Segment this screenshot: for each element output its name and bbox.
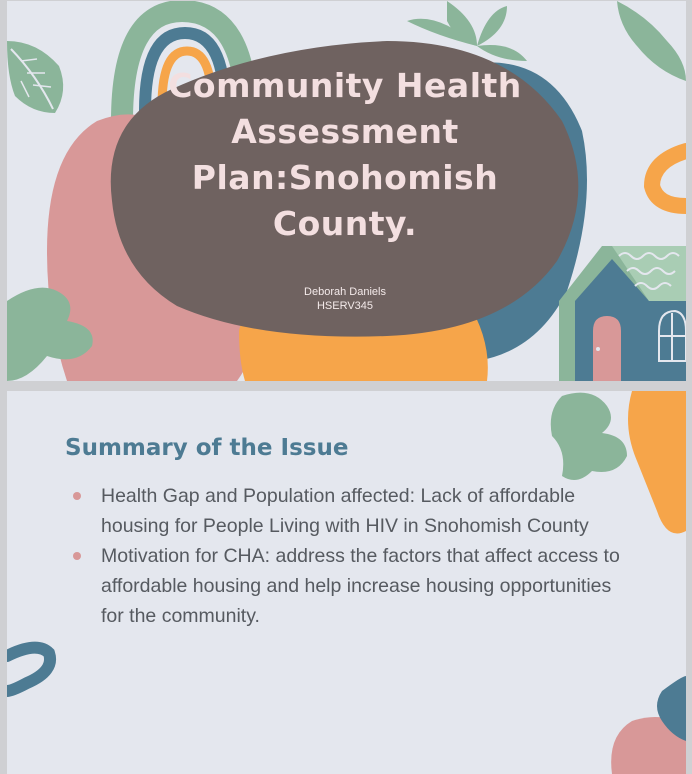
house-icon <box>559 246 686 381</box>
bullet-text: Motivation for CHA: address the factors that affect access to affordable housing and help increase housing opportunities for the community. <box>101 545 620 627</box>
presentation-title: Community Health Assessment Plan:Snohomish County. <box>168 66 522 243</box>
blue-hook <box>7 648 50 691</box>
bullet-dot <box>73 492 81 500</box>
title-slide[interactable] <box>7 1 686 381</box>
summary-slide[interactable] <box>7 391 686 774</box>
bullet-item <box>71 541 631 631</box>
author-name: Deborah Daniels <box>304 286 386 298</box>
leaf-top-right-icon <box>551 393 627 480</box>
author-info <box>237 285 453 313</box>
orange-squiggle <box>652 151 686 206</box>
bullet-text: Health Gap and Population affected: Lack of affordable housing for People Living with HIV in Snohomish County <box>101 485 589 537</box>
bullet-dot <box>73 552 81 560</box>
orange-blob <box>628 391 686 534</box>
leaf-top-left-icon <box>7 41 63 113</box>
course-code: HSERV345 <box>316 300 374 312</box>
section-heading: Summary of the Issue <box>65 435 349 461</box>
leaf-top-right-icon <box>617 1 686 81</box>
bullet-item <box>71 481 631 541</box>
bullet-list <box>71 481 631 631</box>
